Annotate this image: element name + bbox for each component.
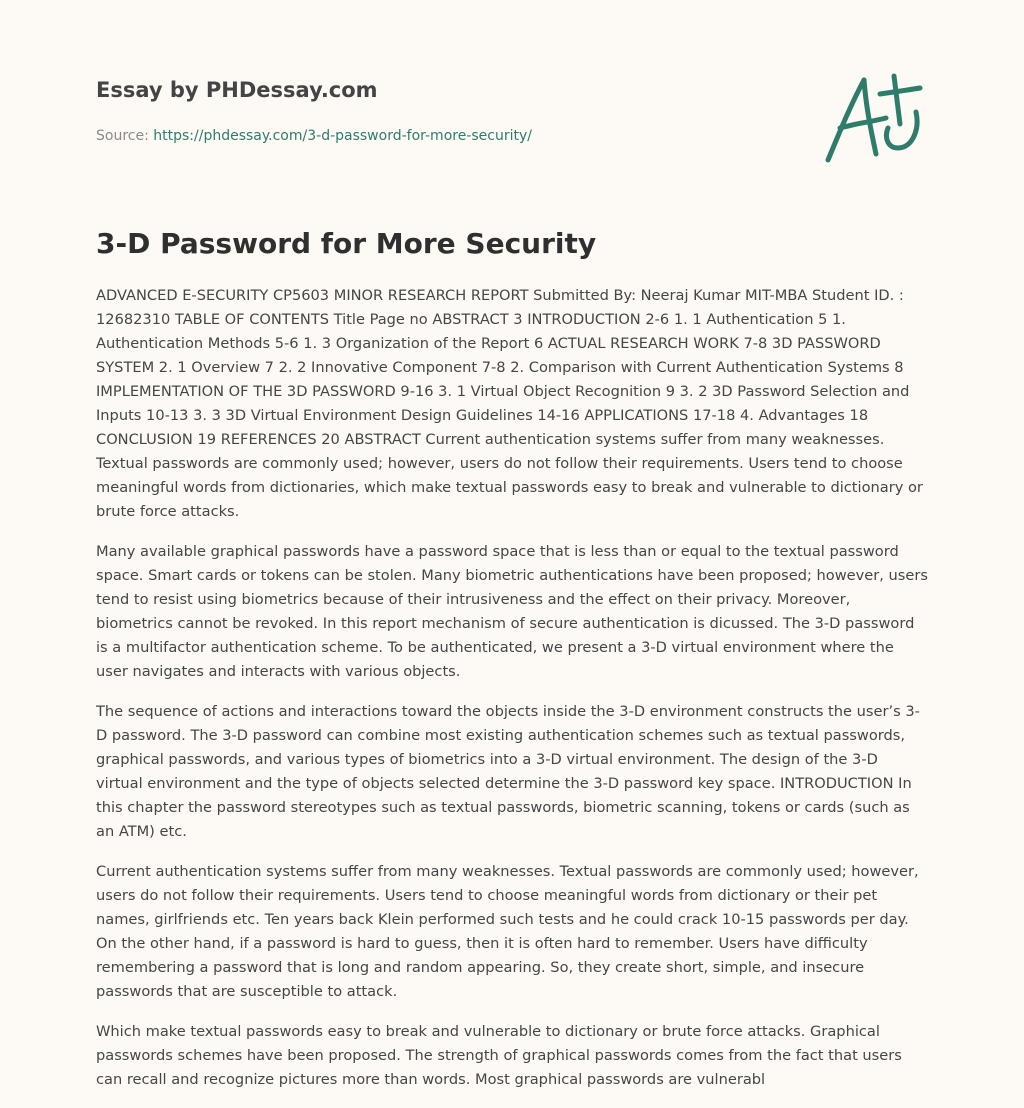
page-header: [96, 76, 796, 146]
essay-paragraph: ADVANCED E-SECURITY CP5603 MINOR RESEARCH REPORT Submitted By: Neeraj Kumar MIT-MBA Student ID. : 12682310 TABLE OF CONTENTS Title Page no ABSTRACT 3 INTRODUCTION 2-6 1. 1 Authentication 5 1. Authentication Methods 5-6 1. 3 Organization of the Report 6 ACTUAL RESEARCH WORK 7-8 3D PASSWORD SYSTEM 2. 1 Overview 7 2. 2 Innovative Component 7-8 2. Comparison with Current Authentication Systems 8 IMPLEMENTATION OF THE 3D PASSWORD 9-16 3. 1 Virtual Object Recognition 9 3. 2 3D Password Selection and Inputs 10-13 3. 3 3D Virtual Environment Design Guidelines 14-16 APPLICATIONS 17-18 4. Advantages 18 CONCLUSION 19 REFERENCES 20 ABSTRACT Current authentication systems suffer from many weaknesses. Textual passwords are commonly used; however, users do not follow their requirements. Users tend to choose meaningful words from dictionaries, which make textual passwords easy to break and vulnerable to dictionary or brute force attacks.: [96, 287, 923, 520]
essay-paragraph: Many available graphical passwords have a password space that is less than or equal to the textual password space. Smart cards or tokens can be stolen. Many biometric authentications have been proposed; however, users tend to resist using biometrics because of their intrusiveness and the effect on their privacy. Moreover, biometrics cannot be revoked. In this report mechanism of secure authentication is dicussed. The 3-D password is a multifactor authentication scheme. To be authenticated, we present a 3-D virtual environment where the user navigates and interacts with various objects.: [96, 543, 928, 680]
essay-title: 3-D Password for More Security: [96, 227, 597, 260]
essay-paragraph: Current authentication systems suffer from many weaknesses. Textual passwords are commonly used; however, users do not follow their requirements. Users tend to choose meaningful words from dictionary or their pet names, girlfriends etc. Ten years back Klein performed such tests and he could crack 10-15 passwords per day. On the other hand, if a password is hard to guess, then it is often hard to remember. Users have difficulty remembering a password that is long and random appearing. So, they create short, simple, and insecure passwords that are susceptible to attack.: [96, 863, 919, 1000]
essay-paragraph: The sequence of actions and interactions toward the objects inside the 3-D environment constructs the user’s 3-D password. The 3-D password can combine most existing authentication schemes such as textual passwords, graphical passwords, and various types of biometrics into a 3-D virtual environment. The design of the 3-D virtual environment and the type of objects selected determine the 3-D password key space. INTRODUCTION In this chapter the password stereotypes such as textual passwords, biometric scanning, tokens or cards (such as an ATM) etc.: [96, 703, 920, 840]
source-line: [96, 126, 796, 146]
source-link[interactable]: https://phdessay.com/3-d-password-for-more-security/: [153, 128, 532, 144]
essay-body: [96, 284, 928, 1108]
a-plus-logo-icon: [820, 66, 930, 166]
essay-paragraph: Which make textual passwords easy to break and vulnerable to dictionary or brute force attacks. Graphical passwords schemes have been proposed. The strength of graphical passwords comes from the fact that users can recall and recognize pictures more than words. Most graphical passwords are vulnerabl: [96, 1023, 902, 1088]
site-title: Essay by PHDessay.com: [96, 78, 378, 102]
source-label: Source:: [96, 128, 149, 144]
